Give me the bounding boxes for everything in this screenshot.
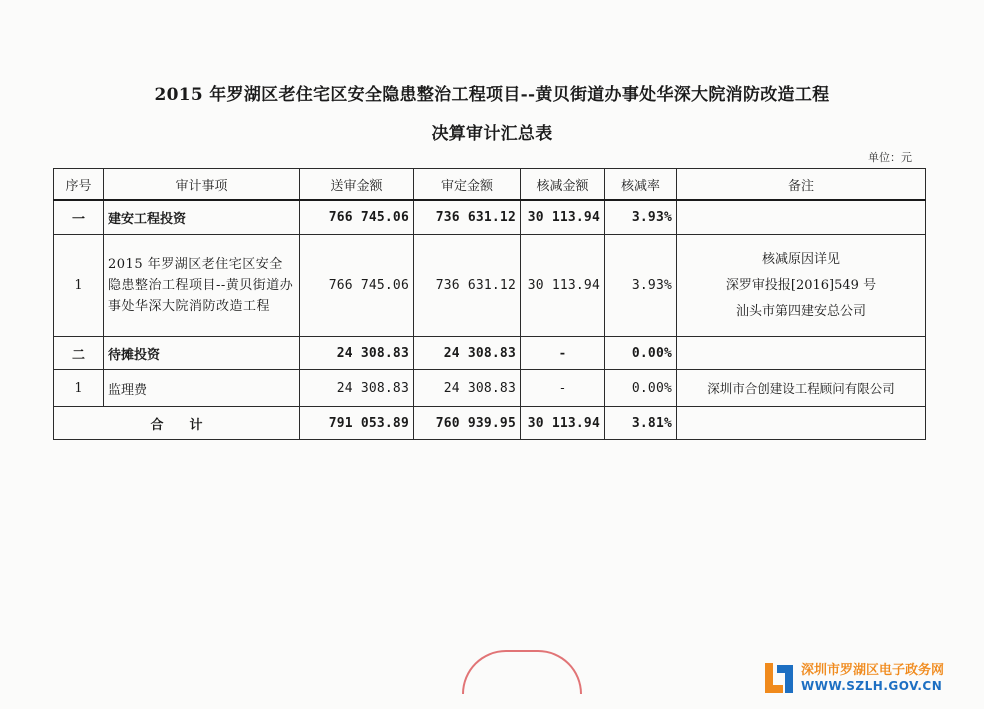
header-no: 序号: [54, 169, 104, 201]
row-item: 2015 年罗湖区老住宅区安全隐患整治工程项目--黄贝街道办事处华深大院消防改造工程: [104, 235, 300, 337]
logo-url: WWW.SZLH.GOV.CN: [801, 679, 943, 693]
row-no: 1: [54, 370, 104, 407]
row-rate: 3.93%: [605, 200, 677, 235]
row-approved: 736 631.12: [414, 235, 521, 337]
header-submitted: 送审金额: [300, 169, 414, 201]
table-row: [54, 337, 926, 370]
row-remark: [677, 200, 926, 235]
total-remark: [677, 407, 926, 440]
row-submitted: 24 308.83: [300, 337, 414, 370]
official-seal: [462, 650, 582, 694]
row-reduced: -: [521, 337, 605, 370]
row-remark: [677, 337, 926, 370]
row-remark: 深圳市合创建设工程顾问有限公司: [677, 370, 926, 407]
row-reduced: 30 113.94: [521, 200, 605, 235]
logo-name: 深圳市罗湖区电子政务网: [801, 663, 945, 678]
row-no: 一: [54, 200, 104, 235]
header-rate: 核减率: [605, 169, 677, 201]
row-no: 1: [54, 235, 104, 337]
row-approved: 24 308.83: [414, 370, 521, 407]
row-submitted: 766 745.06: [300, 235, 414, 337]
remark-line: 深罗审投报[2016]549 号: [725, 277, 877, 293]
logo-mark-icon: [763, 659, 797, 695]
row-rate: 3.93%: [605, 235, 677, 337]
total-rate: 3.81%: [605, 407, 677, 440]
header-reduced: 核减金额: [521, 169, 605, 201]
row-submitted: 24 308.83: [300, 370, 414, 407]
row-approved: 736 631.12: [414, 200, 521, 235]
total-row: [54, 407, 926, 440]
row-item: 待摊投资: [104, 337, 300, 370]
table-header-row: [54, 169, 926, 201]
remark-line: 汕头市第四建安总公司: [735, 303, 866, 319]
row-reduced: -: [521, 370, 605, 407]
total-approved: 760 939.95: [414, 407, 521, 440]
row-rate: 0.00%: [605, 337, 677, 370]
header-remark: 备注: [677, 169, 926, 201]
row-remark: [677, 235, 926, 337]
row-item: 建安工程投资: [104, 200, 300, 235]
header-approved: 审定金额: [414, 169, 521, 201]
total-label: 合 计: [54, 407, 300, 440]
audit-summary-table: [53, 168, 926, 440]
row-reduced: 30 113.94: [521, 235, 605, 337]
row-item: 监理费: [104, 370, 300, 407]
row-submitted: 766 745.06: [300, 200, 414, 235]
table-row: [54, 200, 926, 235]
unit-label: 单位：元: [868, 151, 912, 164]
row-approved: 24 308.83: [414, 337, 521, 370]
remark-line: 核减原因详见: [761, 251, 840, 267]
header-item: 审计事项: [104, 169, 300, 201]
document-title: 2015 年罗湖区老住宅区安全隐患整治工程项目--黄贝街道办事处华深大院消防改造工程: [154, 85, 830, 105]
row-rate: 0.00%: [605, 370, 677, 407]
document-subtitle: 决算审计汇总表: [431, 124, 553, 144]
table-row: [54, 235, 926, 337]
total-reduced: 30 113.94: [521, 407, 605, 440]
total-submitted: 791 053.89: [300, 407, 414, 440]
table-row: [54, 370, 926, 407]
row-no: 二: [54, 337, 104, 370]
site-logo[interactable]: [763, 657, 963, 699]
